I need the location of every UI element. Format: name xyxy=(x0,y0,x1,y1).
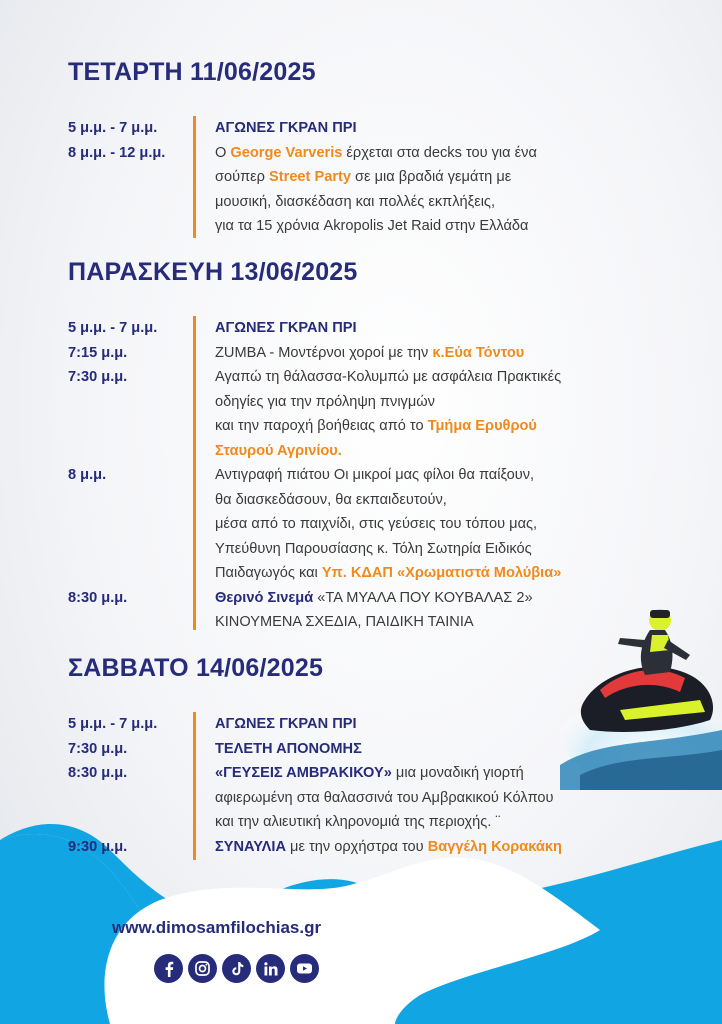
facebook-icon[interactable] xyxy=(154,954,183,983)
divider-bar xyxy=(193,712,196,860)
event-description: θα διασκεδάσουν, θα εκπαιδευτούν, xyxy=(215,491,447,508)
event-description: σούπερ Street Party σε μια βραδιά γεμάτη με xyxy=(215,169,512,185)
event-highlight: Θερινό Σινεμά xyxy=(215,589,314,606)
schedule-row xyxy=(68,141,668,166)
divider-bar xyxy=(193,316,196,630)
schedule-row xyxy=(68,190,668,215)
time-label: 5 μ.μ. - 7 μ.μ. xyxy=(68,716,158,732)
day-title: ΠΑΡΑΣΚΕΥΗ 13/06/2025 xyxy=(68,258,358,286)
event-description: ΑΓΩΝΕΣ ΓΚΡΑΝ ΠΡΙ xyxy=(215,120,357,136)
event-description: αφιερωμένη στα θαλασσινά του Αμβρακικού Κόλπου xyxy=(215,789,554,806)
schedule-row xyxy=(68,116,668,141)
event-description: οδηγίες για την πρόληψη πνιγμών xyxy=(215,393,435,410)
event-description: ΣΥΝΑΥΛΙΑ με την ορχήστρα του Βαγγέλη Κορακάκη xyxy=(215,838,562,855)
schedule-row xyxy=(68,341,668,366)
event-description: ΚΙΝΟΥΜΕΝΑ ΣΧΕΔΙΑ, ΠΑΙΔΙΚΗ ΤΑΙΝΙΑ xyxy=(215,614,474,630)
event-description: για τα 15 χρόνια Akropolis Jet Raid στην Ελλάδα xyxy=(215,218,529,234)
event-description: ZUMBA - Μοντέρνοι χοροί με την κ.Εύα Τόντου xyxy=(215,344,525,361)
schedule-row xyxy=(68,737,668,762)
schedule-section xyxy=(68,316,668,635)
schedule-section xyxy=(68,712,668,859)
schedule-row xyxy=(68,610,668,635)
time-label: 8 μ.μ. - 12 μ.μ. xyxy=(68,144,166,161)
event-description: ΑΓΩΝΕΣ ΓΚΡΑΝ ΠΡΙ xyxy=(215,320,357,336)
artist-name: Βαγγέλη Κορακάκη xyxy=(427,838,562,855)
event-description: ΑΓΩΝΕΣ ΓΚΡΑΝ ΠΡΙ xyxy=(215,716,357,732)
schedule-row xyxy=(68,537,668,562)
event-description: Αντιγραφή πιάτου Οι μικροί μας φίλοι θα παίξουν, xyxy=(215,467,535,483)
schedule-row xyxy=(68,439,668,464)
schedule-row xyxy=(68,810,668,835)
event-description: Αγαπώ τη θάλασσα-Κολυμπώ με ασφάλεια Πρακτικές xyxy=(215,369,562,385)
organization-name: Σταυρού Αγρινίου. xyxy=(215,442,342,459)
schedule-row xyxy=(68,786,668,811)
event-highlight: «ΓΕΥΣΕΙΣ ΑΜΒΡΑΚΙΚΟΥ» xyxy=(215,765,392,781)
linkedin-icon[interactable] xyxy=(256,954,285,983)
schedule-row xyxy=(68,512,668,537)
website-link[interactable]: www.dimosamfilochias.gr xyxy=(112,918,322,937)
schedule-row xyxy=(68,316,668,341)
event-description: μέσα από το παιχνίδι, στις γεύσεις του τόπου μας, xyxy=(215,516,538,532)
schedule-row xyxy=(68,586,668,611)
time-label: 8:30 μ.μ. xyxy=(68,589,128,606)
event-highlight: Street Party xyxy=(269,169,351,185)
instructor-name: κ.Εύα Τόντου xyxy=(432,344,525,361)
event-description: Θερινό Σινεμά «ΤΑ ΜΥΑΛΑ ΠΟΥ ΚΟΥΒΑΛΑΣ 2» xyxy=(215,589,533,606)
tiktok-icon[interactable] xyxy=(222,954,251,983)
schedule-row xyxy=(68,165,668,190)
schedule-row xyxy=(68,712,668,737)
event-description: και την αλιευτική κληρονομιά της περιοχής. ¨ xyxy=(215,814,501,830)
schedule-row xyxy=(68,390,668,415)
social-icons xyxy=(154,954,319,983)
schedule-row xyxy=(68,414,668,439)
event-highlight: ΣΥΝΑΥΛΙΑ xyxy=(215,838,286,855)
event-description: μουσική, διασκέδαση και πολλές εκπλήξεις, xyxy=(215,193,496,210)
time-label: 5 μ.μ. - 7 μ.μ. xyxy=(68,320,158,336)
schedule-row xyxy=(68,835,668,860)
schedule-row xyxy=(68,561,668,586)
time-label: 7:15 μ.μ. xyxy=(68,344,128,361)
time-label: 8 μ.μ. xyxy=(68,467,107,483)
schedule-row xyxy=(68,463,668,488)
event-description: Υπεύθυνη Παρουσίασης κ. Τόλη Σωτηρία Ειδικός xyxy=(215,540,532,557)
day-title: ΤΕΤΑΡΤΗ 11/06/2025 xyxy=(68,58,316,86)
event-description: Παιδαγωγός και Υπ. ΚΔΑΠ «Χρωματιστά Μολύβια» xyxy=(215,565,562,581)
event-description: «ΓΕΥΣΕΙΣ ΑΜΒΡΑΚΙΚΟΥ» μια μοναδική γιορτή xyxy=(215,765,524,781)
artist-name: George Varveris xyxy=(230,144,343,161)
day-title: ΣΑΒΒΑΤΟ 14/06/2025 xyxy=(68,654,324,682)
schedule-row xyxy=(68,761,668,786)
time-label: 7:30 μ.μ. xyxy=(68,740,128,757)
schedule-row xyxy=(68,214,668,239)
instagram-icon[interactable] xyxy=(188,954,217,983)
youtube-icon[interactable] xyxy=(290,954,319,983)
divider-bar xyxy=(193,116,196,238)
time-label: 5 μ.μ. - 7 μ.μ. xyxy=(68,120,158,136)
event-description: και την παροχή βοήθειας από το Τμήμα Ερυθρού xyxy=(215,418,537,434)
event-description: ΤΕΛΕΤΗ ΑΠΟΝΟΜΗΣ xyxy=(215,740,362,757)
organization-name: Τμήμα Ερυθρού xyxy=(427,418,537,434)
schedule-section xyxy=(68,116,668,239)
time-label: 7:30 μ.μ. xyxy=(68,369,128,385)
time-label: 9:30 μ.μ. xyxy=(68,838,128,855)
schedule-row xyxy=(68,488,668,513)
time-label: 8:30 μ.μ. xyxy=(68,765,128,781)
schedule-row xyxy=(68,365,668,390)
event-description: Ο George Varveris έρχεται στα decks του για ένα xyxy=(215,144,537,161)
organization-name: Υπ. ΚΔΑΠ «Χρωματιστά Μολύβια» xyxy=(321,565,562,581)
